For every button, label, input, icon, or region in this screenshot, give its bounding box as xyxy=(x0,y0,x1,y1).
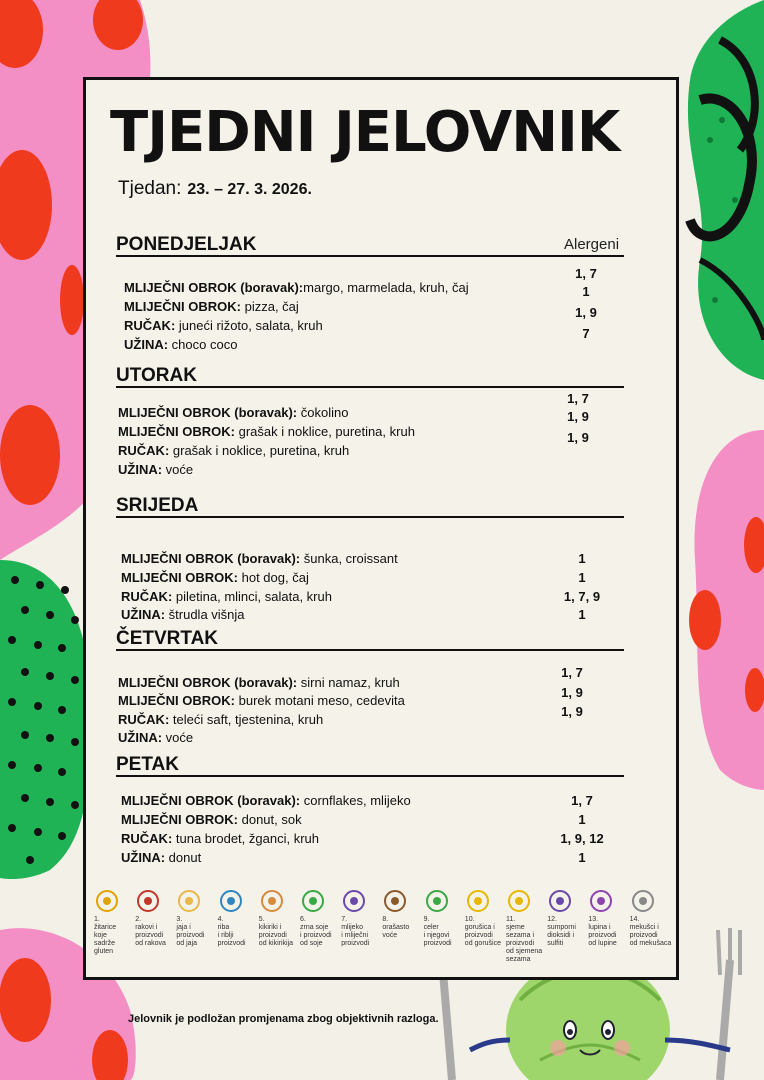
allergen-legend-item xyxy=(94,890,136,956)
day-heading: PONEDJELJAK xyxy=(116,234,257,255)
meal-type: MLIJEČNI OBROK: xyxy=(118,693,235,708)
week-value: 23. – 27. 3. 2026. xyxy=(187,181,312,198)
meal-description: voće xyxy=(162,730,194,745)
meal-description: burek motani meso, cedevita xyxy=(235,693,405,708)
allergen-legend-label: 3. jaja i proizvodi od jaja xyxy=(176,916,205,947)
allergen-codes: 1, 9, 12 xyxy=(560,831,604,846)
menu-item xyxy=(121,570,309,585)
wheat-icon xyxy=(96,890,118,912)
meal-type: RUČAK: xyxy=(121,589,173,604)
day-heading: PETAK xyxy=(116,754,179,775)
allergen-codes: 1 xyxy=(578,850,586,865)
meal-description: donut xyxy=(165,850,202,865)
meal-description: margo, marmelada, kruh, čaj xyxy=(303,280,469,295)
allergen-legend-item xyxy=(176,890,218,948)
meal-type: MLIJEČNI OBROK (boravak): xyxy=(118,405,298,420)
shell-icon xyxy=(632,890,654,912)
allergen-codes: 1, 7 xyxy=(561,665,583,680)
meal-type: RUČAK: xyxy=(121,831,173,846)
allergen-codes: 1 xyxy=(578,570,586,585)
meal-type: RUČAK: xyxy=(118,443,170,458)
meal-type: MLIJEČNI OBROK: xyxy=(121,812,238,827)
allergen-codes: 1, 7 xyxy=(567,391,589,406)
fish-icon xyxy=(220,890,242,912)
meal-type: UŽINA: xyxy=(118,730,163,745)
peanut-icon xyxy=(261,890,283,912)
menu-item xyxy=(118,405,348,420)
mustard-icon xyxy=(467,890,489,912)
meal-description: šunka, croissant xyxy=(300,551,398,566)
meal-type: MLIJEČNI OBROK: xyxy=(118,424,235,439)
meal-description: pizza, čaj xyxy=(241,299,299,314)
meal-type: UŽINA: xyxy=(121,850,166,865)
meal-type: MLIJEČNI OBROK (boravak): xyxy=(121,793,301,808)
allergen-legend-label: 13. lupina i proizvodi od lupine xyxy=(588,916,617,947)
meal-type: UŽINA: xyxy=(124,337,169,352)
meal-type: UŽINA: xyxy=(118,462,163,477)
divider xyxy=(116,775,624,777)
allergen-codes: 1 xyxy=(582,284,590,299)
allergen-legend-label: 7. mlijeko i mliječni proizvodi xyxy=(341,916,370,947)
meal-type: RUČAK: xyxy=(118,712,170,727)
menu-item xyxy=(118,462,193,477)
allergen-codes: 1 xyxy=(578,812,586,827)
meal-description: grašak i noklice, puretina, kruh xyxy=(169,443,350,458)
meal-description: grašak i noklice, puretina, kruh xyxy=(235,424,415,439)
allergen-legend-item xyxy=(547,890,589,948)
allergen-codes: 1, 9 xyxy=(567,430,589,445)
footer-note: Jelovnik je podložan promjenama zbog objektivnih razloga. xyxy=(128,1013,439,1025)
allergen-codes: 7 xyxy=(582,326,590,341)
sesame-icon xyxy=(508,890,530,912)
page-title: TJEDNI JELOVNIK xyxy=(110,100,620,165)
nut-icon xyxy=(384,890,406,912)
menu-item xyxy=(121,793,411,808)
meal-description: voće xyxy=(162,462,194,477)
allergen-legend-label: 9. celer i njegovi proizvodi xyxy=(423,916,452,947)
day-heading: SRIJEDA xyxy=(116,495,199,516)
menu-item xyxy=(118,730,193,745)
menu-item xyxy=(118,443,349,458)
day-heading: ČETVRTAK xyxy=(116,628,219,649)
menu-item xyxy=(118,712,323,727)
meal-type: MLIJEČNI OBROK (boravak): xyxy=(121,551,301,566)
allergen-legend xyxy=(94,890,674,980)
allergen-legend-item xyxy=(382,890,424,940)
lupin-icon xyxy=(590,890,612,912)
allergen-legend-item xyxy=(506,890,548,964)
menu-item xyxy=(124,318,323,333)
menu-item xyxy=(118,693,405,708)
allergen-codes: 1, 7 xyxy=(571,793,593,808)
menu-item xyxy=(121,812,302,827)
flask-icon xyxy=(549,890,571,912)
allergen-codes: 1, 9 xyxy=(567,409,589,424)
meal-type: MLIJEČNI OBROK: xyxy=(121,570,238,585)
meal-description: hot dog, čaj xyxy=(238,570,309,585)
meal-description: piletina, mlinci, salata, kruh xyxy=(172,589,332,604)
menu-item xyxy=(121,850,201,865)
menu-item xyxy=(121,551,398,566)
allergen-legend-item xyxy=(218,890,260,948)
allergen-legend-item xyxy=(630,890,672,948)
meal-description: juneći rižoto, salata, kruh xyxy=(175,318,323,333)
menu-item xyxy=(118,675,400,690)
menu-item xyxy=(121,831,319,846)
allergen-codes: 1 xyxy=(578,551,586,566)
allergen-legend-label: 2. rakovi i proizvodi od rakova xyxy=(135,916,166,947)
allergen-legend-label: 14. mekušci i proizvodi od mekušaca xyxy=(629,916,672,947)
menu-item xyxy=(124,280,469,295)
menu-card xyxy=(83,77,679,980)
meal-type: UŽINA: xyxy=(121,607,166,622)
allergen-legend-label: 11. sjeme sezama i proizvodi od sjemena sezama xyxy=(506,916,543,963)
meal-description: choco coco xyxy=(168,337,238,352)
allergen-legend-label: 6. zrna soje i proizvodi od soje xyxy=(300,916,332,947)
allergen-legend-item xyxy=(424,890,466,948)
meal-description: donut, sok xyxy=(238,812,302,827)
allergen-legend-item xyxy=(588,890,630,948)
menu-item xyxy=(118,424,415,439)
allergen-legend-item xyxy=(465,890,507,948)
week-label: Tjedan: xyxy=(118,178,182,199)
allergen-legend-label: 12. sumporni dioksidi i sulfiti xyxy=(547,916,576,947)
divider xyxy=(116,649,624,651)
allergen-legend-label: 1. žitarice koje sadrže gluten xyxy=(94,916,117,955)
allergen-legend-item xyxy=(259,890,301,948)
meal-description: sirni namaz, kruh xyxy=(297,675,400,690)
milk-icon xyxy=(343,890,365,912)
divider xyxy=(116,386,624,388)
allergen-legend-label: 10. gorušica i proizvodi od gorušice xyxy=(464,916,501,947)
crab-icon xyxy=(137,890,159,912)
allergen-codes: 1, 9 xyxy=(561,685,583,700)
allergen-legend-item xyxy=(341,890,383,948)
allergen-codes: 1 xyxy=(578,607,586,622)
allergen-legend-label: 5. kikiriki i proizvodi od kikirikija xyxy=(258,916,294,947)
meal-description: cornflakes, mlijeko xyxy=(300,793,411,808)
divider xyxy=(116,255,624,257)
allergen-codes: 1, 9 xyxy=(575,305,597,320)
celery-icon xyxy=(426,890,448,912)
meal-description: štrudla višnja xyxy=(165,607,245,622)
meal-type: MLIJEČNI OBROK (boravak): xyxy=(124,280,304,295)
allergen-codes: 1, 7, 9 xyxy=(563,589,601,604)
soy-icon xyxy=(302,890,324,912)
week-range xyxy=(118,178,312,200)
meal-type: RUČAK: xyxy=(124,318,176,333)
menu-item xyxy=(124,299,299,314)
meal-description: teleći saft, tjestenina, kruh xyxy=(169,712,324,727)
meal-description: čokolino xyxy=(297,405,349,420)
divider xyxy=(116,516,624,518)
menu-item xyxy=(121,607,245,622)
allergen-legend-item xyxy=(300,890,342,948)
menu-item xyxy=(121,589,332,604)
day-heading: UTORAK xyxy=(116,365,197,386)
allergen-legend-label: 8. orašasto voće xyxy=(382,916,410,939)
allergen-codes: 1, 7 xyxy=(575,266,597,281)
allergen-legend-label: 4. riba i riblji proizvodi xyxy=(217,916,246,947)
meal-type: MLIJEČNI OBROK: xyxy=(124,299,241,314)
meal-type: MLIJEČNI OBROK (boravak): xyxy=(118,675,298,690)
menu-item xyxy=(124,337,237,352)
allergen-legend-item xyxy=(135,890,177,948)
meal-description: tuna brodet, žganci, kruh xyxy=(172,831,319,846)
egg-icon xyxy=(178,890,200,912)
allergen-codes: 1, 9 xyxy=(561,704,583,719)
allergens-header: Alergeni xyxy=(564,236,620,253)
